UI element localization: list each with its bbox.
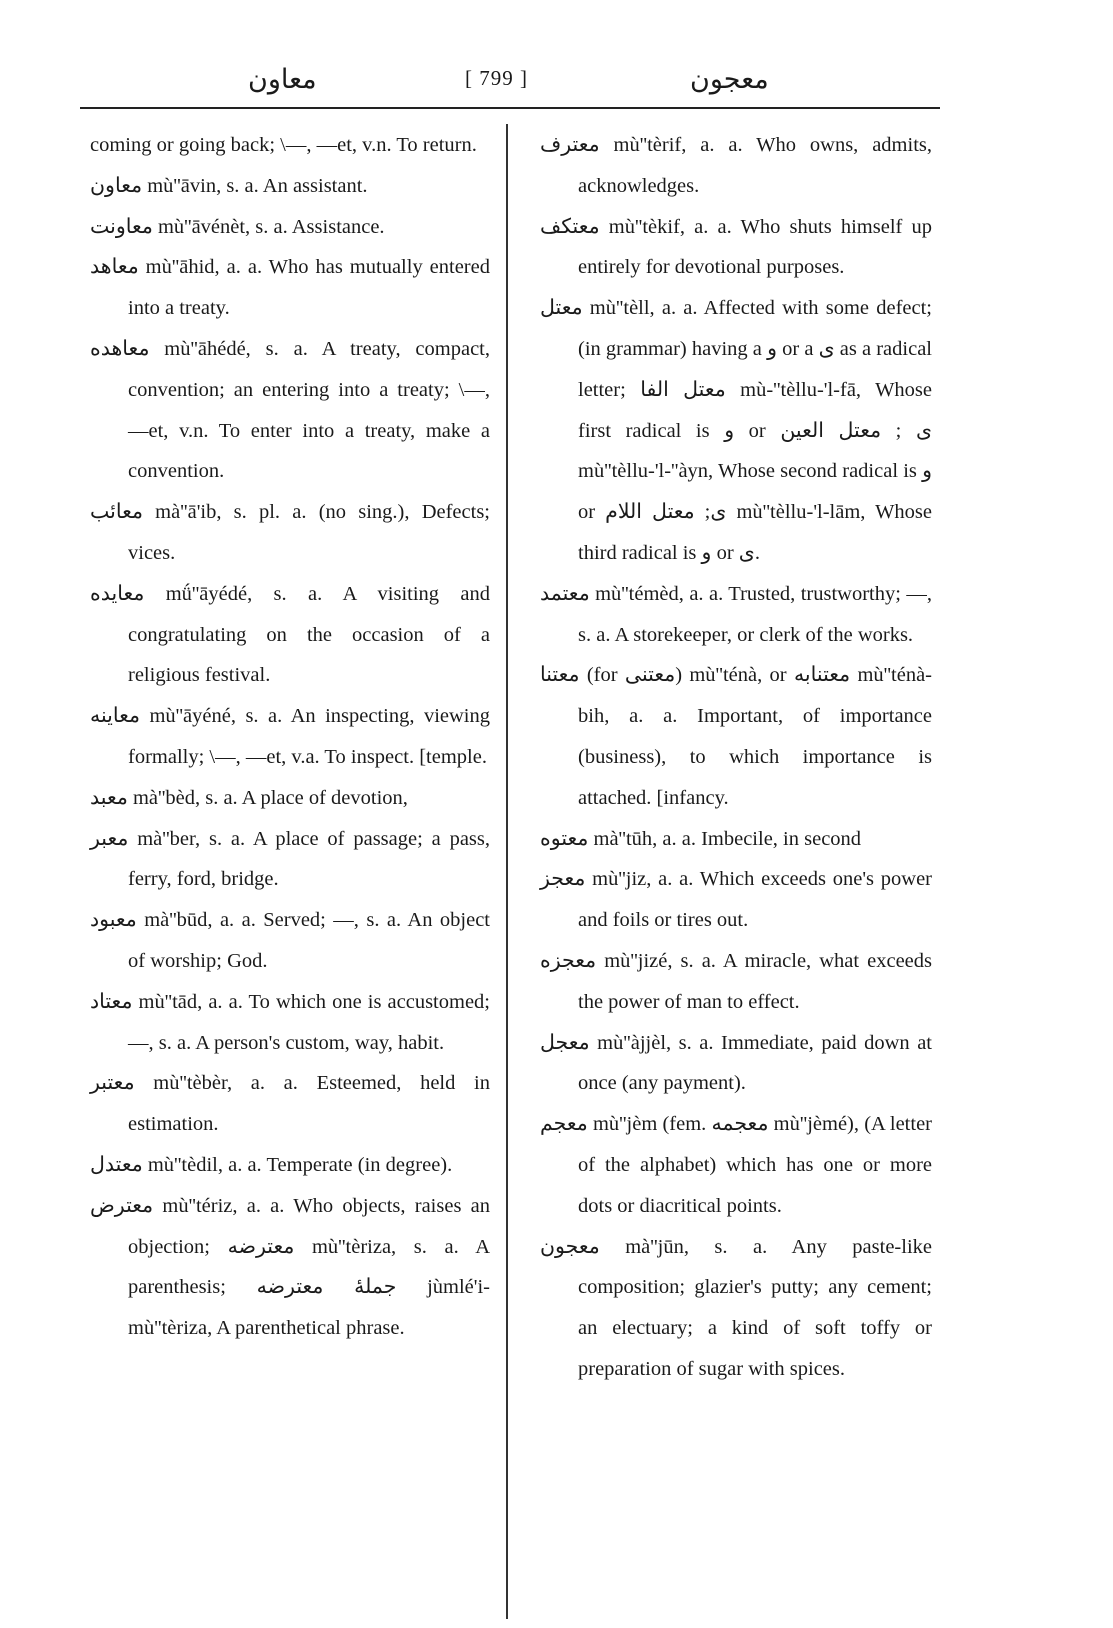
dictionary-entry: معتدل mù''tèdil, a. a. Temperate (in degree). [90,1153,453,1176]
dictionary-entry: معاينه mù''āyéné, s. a. An inspecting, viewing formally; \—, —et, v.a. To inspect. [temple. [90,705,490,768]
dictionary-entry: معجزه mù''jizé, s. a. A miracle, what exceeds the power of man to effect. [540,949,932,1013]
dictionary-entry: معجون mà''jūn, s. a. Any paste-like composition; glazier's putty; any cement; an electuary; a kind of soft toffy or preparation of sugar with spices. [540,1235,932,1380]
dictionary-entry: معاونت mù''āvénèt, s. a. Assistance. [90,215,385,238]
dictionary-entry: معترف mù''tèrif, a. a. Who owns, admits, acknowledges. [540,134,932,197]
dictionary-entry: معتل mù''tèll, a. a. Affected with some defect; (in grammar) having a و or a ى as a radical letter; معتل الفا mù-''tèllu-'l-fā, Whose first radical is و or ى ; معتل العين mù''tèllu-'l-''àyn, Whose second radical is و or ى; معتل اللام mù''tèllu-'l-lām, Whose third radical is و or ى. [540,297,933,564]
header-rule [80,107,940,109]
right-running-headword: معجون [690,64,769,94]
dictionary-entry: معجز mù''jiz, a. a. Which exceeds one's power and foils or tires out. [540,868,932,932]
dictionary-entry: معتوه mà''tūh, a. a. Imbecile, in second [540,827,862,850]
dictionary-entry: معتنا (for معتنى) mù''ténà, or معتنابه mù''ténà-bih, a. a. Important, of importance (business), to which importance is attached. [infancy. [540,664,932,809]
dictionary-entry: معايده mǘ''āyédé, s. a. A visiting and congratulating on the occasion of a religious festival. [90,582,490,687]
dictionary-entry: معجم mù''jèm (fem. معجمه mù''jèmé), (A letter of the alphabet) which has one or more dots or diacritical points. [540,1113,933,1217]
dictionary-entry: معتبر mù''tèbèr, a. a. Esteemed, held in estimation. [90,1072,490,1136]
dictionary-entry: معتمد mù''témèd, a. a. Trusted, trustworthy; —, s. a. A storekeeper, or clerk of the works. [540,582,932,646]
dictionary-entry: معترض mù''tériz, a. a. Who objects, raises an objection; معترضه mù''tèriza, s. a. A parenthesis; جملهٔ معترضه jùmlé'i-mù''tèriza, A parenthetical phrase. [90,1194,490,1340]
right-column [540,125,932,1390]
dictionary-entry: معاهده mù''āhédé, s. a. A treaty, compact, convention; an entering into a treaty; \—, —et, v.n. To enter into a treaty, make a convention. [90,337,490,483]
dictionary-entry: معجل mù''àjjèl, s. a. Immediate, paid down at once (any payment). [540,1031,932,1095]
dictionary-entry: معتاد mù''tād, a. a. To which one is accustomed; —, s. a. A person's custom, way, habit. [90,990,490,1054]
dictionary-entry: معبود mà''būd, a. a. Served; —, s. a. An object of worship; God. [90,909,490,972]
dictionary-entry: معاون mù''āvin, s. a. An assistant. [90,174,368,197]
dictionary-entry: معاهد mù''āhid, a. a. Who has mutually entered into a treaty. [90,256,490,320]
dictionary-entry: معبد mà''bèd, s. a. A place of devotion, [90,786,408,809]
left-running-headword: معاون [248,64,317,94]
dictionary-entry: coming or going back; \—, —et, v.n. To return. [90,134,477,156]
column-divider [506,124,508,1619]
page-number: [ 799 ] [465,66,528,90]
page-header [80,58,940,98]
dictionary-entry: معتكف mù''tèkif, a. a. Who shuts himself up entirely for devotional purposes. [540,215,932,279]
dictionary-entry: معبر mà''ber, s. a. A place of passage; a pass, ferry, ford, bridge. [90,827,490,891]
left-column [90,125,490,1349]
dictionary-entry: معائب mà''ā'ib, s. pl. a. (no sing.), Defects; vices. [90,501,490,564]
